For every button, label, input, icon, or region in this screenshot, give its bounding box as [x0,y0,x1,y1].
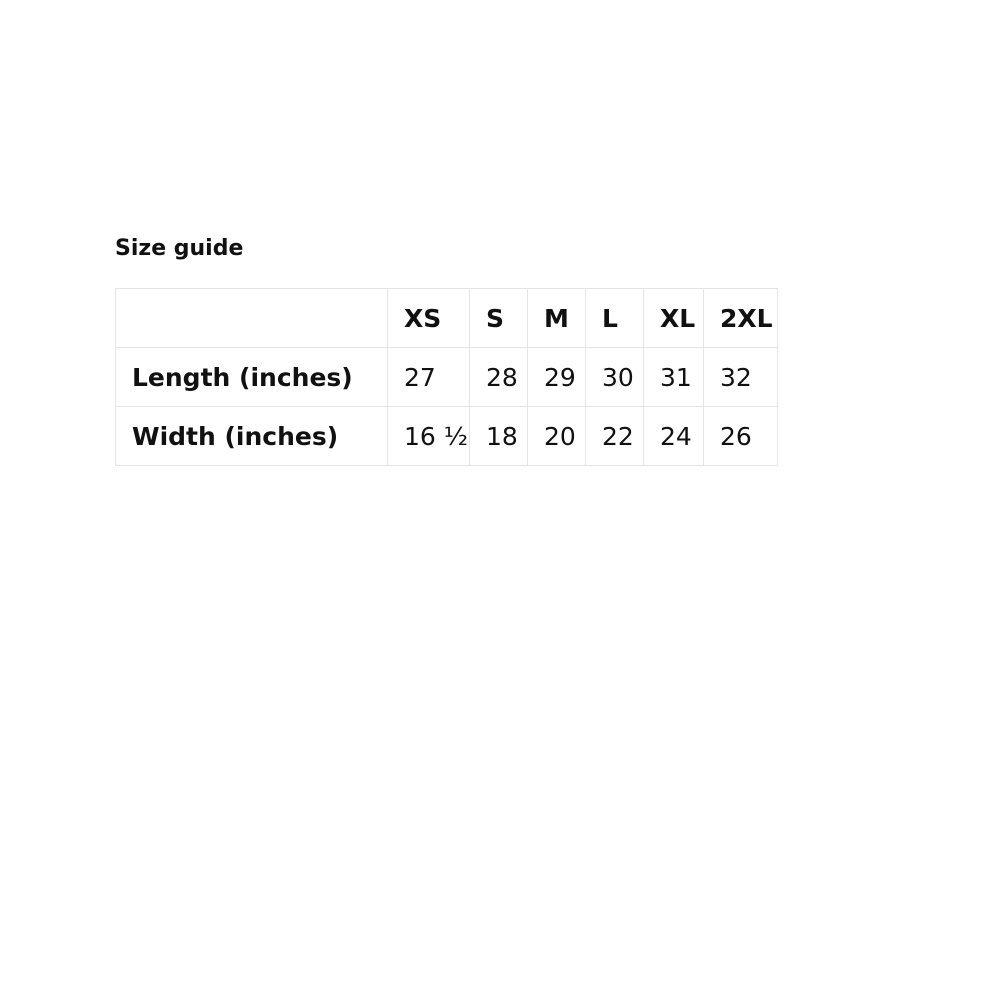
table-row-width [116,407,778,466]
size-guide-table [115,288,778,466]
width-2xl-cell: 26 [704,407,778,466]
length-xl-cell: 31 [644,348,704,407]
row-label-length: Length (inches) [116,348,388,407]
width-xs-cell: 16 ½ [388,407,470,466]
col-header-xl: XL [644,289,704,348]
length-m-cell: 29 [528,348,586,407]
size-guide-section [115,236,815,466]
col-header-xs: XS [388,289,470,348]
corner-cell [116,289,388,348]
width-s-cell: 18 [470,407,528,466]
width-m-cell: 20 [528,407,586,466]
length-l-cell: 30 [586,348,644,407]
table-header-row [116,289,778,348]
row-label-width: Width (inches) [116,407,388,466]
length-s-cell: 28 [470,348,528,407]
width-l-cell: 22 [586,407,644,466]
col-header-m: M [528,289,586,348]
col-header-s: S [470,289,528,348]
length-2xl-cell: 32 [704,348,778,407]
length-xs-cell: 27 [388,348,470,407]
col-header-l: L [586,289,644,348]
width-xl-cell: 24 [644,407,704,466]
col-header-2xl: 2XL [704,289,778,348]
size-guide-title: Size guide [115,236,244,261]
table-row-length [116,348,778,407]
